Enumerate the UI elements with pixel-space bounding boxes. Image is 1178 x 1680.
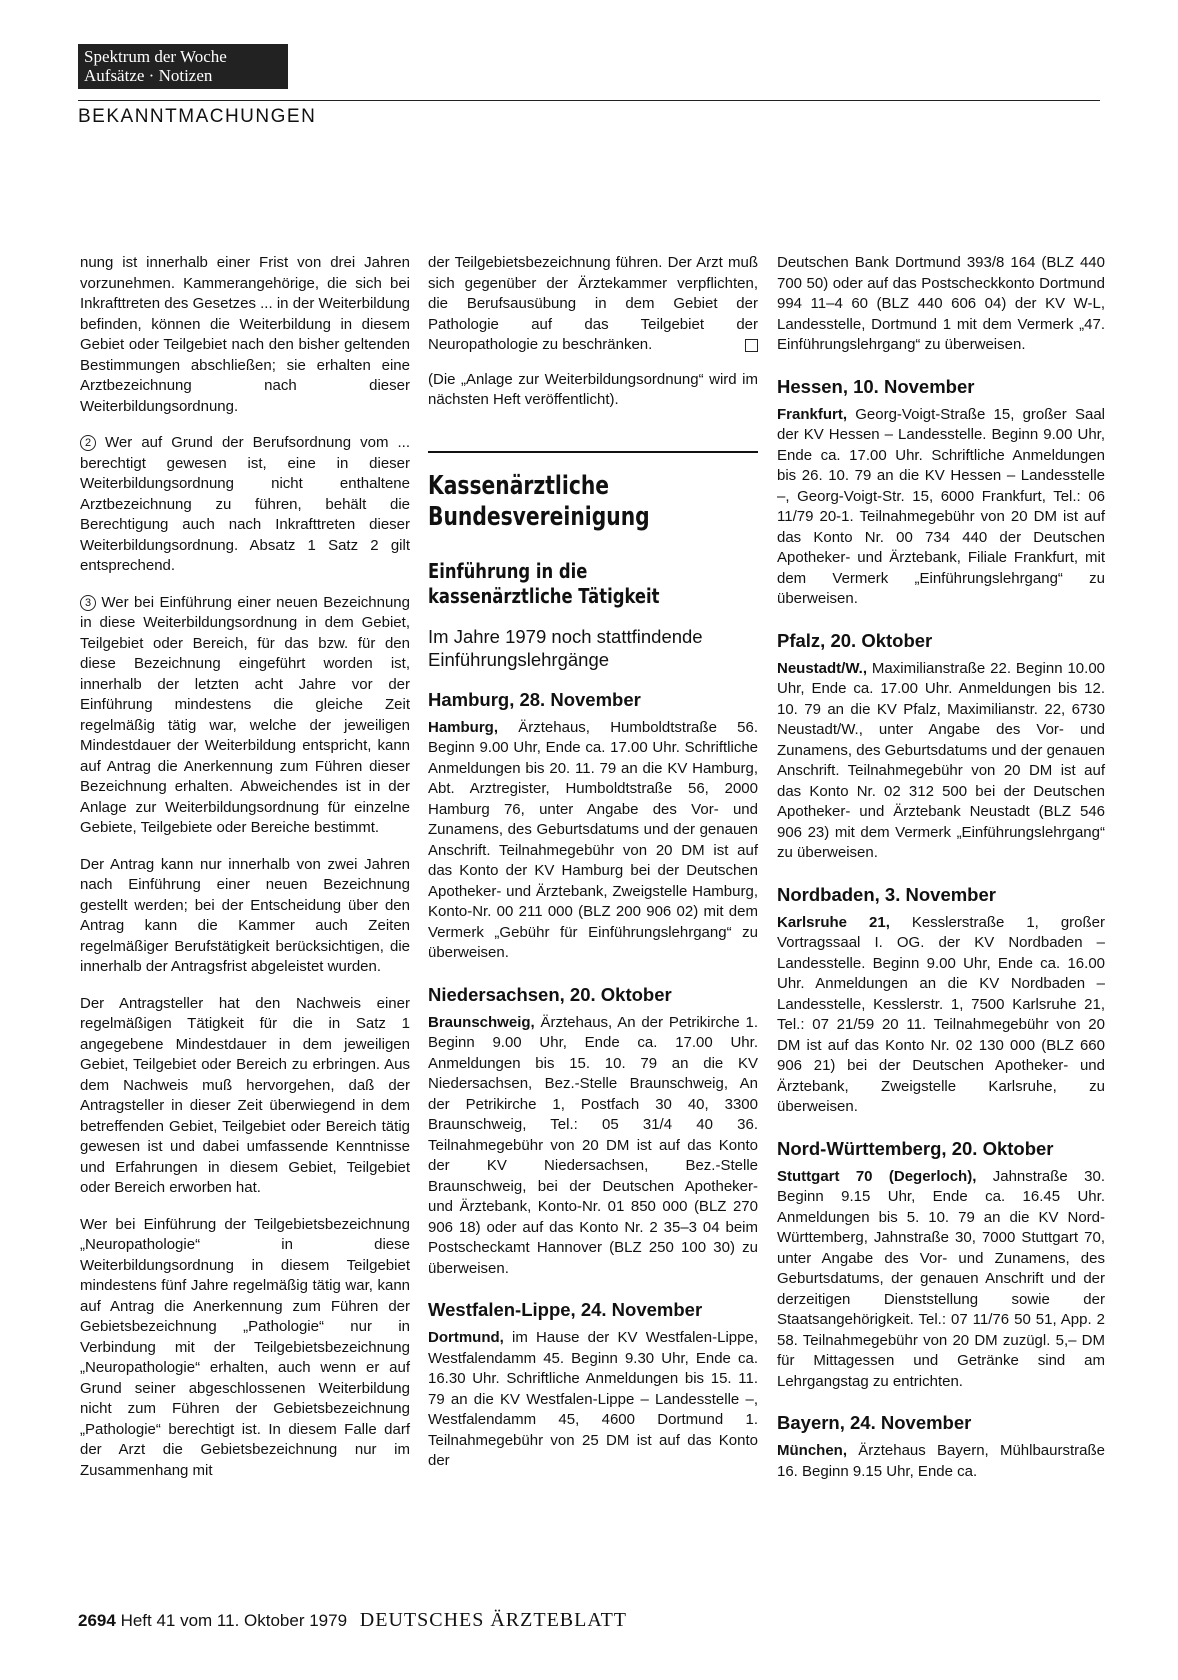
column-3 bbox=[777, 253, 1105, 1502]
paragraph-text: Wer auf Grund der Berufsordnung vom ... berechtigt gewesen ist, eine in dieser Weiterbildungsordnung nicht enthaltene Arztbezeichnung zu führen, behält die Berechtigung auch nach Inkrafttreten dieser Weiterbildungsordnung. Absatz 1 Satz 2 gilt entsprechend. bbox=[80, 434, 410, 574]
course-details: im Hause der KV Westfalen-Lippe, Westfalendamm 45. Beginn 9.30 Uhr, Ende ca. 16.30 Uhr. Schriftliche Anmeldungen bis 15. 11. 79 an die KV Westfalen-Lippe – Landesstelle –, Westfalendamm 45, 4600 Dortmund 1. Teilnahmegebühr von 25 DM ist auf das Konto der bbox=[428, 1329, 758, 1469]
paragraph-text: der Teilgebietsbezeichnung führen. Der Arzt muß sich gegenüber der Ärztekammer verpflichten, die Berufsausübung in dem Gebiet der Pathologie auf das Teilgebiet der Neuropathologie zu beschränken. bbox=[428, 254, 758, 353]
paragraph bbox=[80, 593, 410, 839]
paragraph: nung ist innerhalb einer Frist von drei Jahren vorzunehmen. Kammerangehörige, die sich bei Inkrafttreten des Gesetzes ... in der Weiterbildung befinden, können die Weiterbildung in diesem Gebiet oder Teilgebiet nach den bisher geltenden Bestimmungen abschließen; sie erhalten eine Arztbezeichnung nach dieser Weiterbildungsordnung. bbox=[80, 254, 410, 415]
header-rule bbox=[78, 100, 1100, 101]
article-subtitle-line: Einführung in die bbox=[428, 558, 588, 583]
course-entry bbox=[777, 1167, 1105, 1393]
course-city: Braunschweig, bbox=[428, 1013, 535, 1031]
paragraph bbox=[428, 253, 758, 356]
end-of-article-icon bbox=[745, 339, 758, 352]
region-heading: Bayern, 24. November bbox=[777, 1412, 972, 1433]
course-details: Jahnstraße 30. Beginn 9.15 Uhr, Ende ca. 16.45 Uhr. Anmeldungen bis 5. 10. 79 an die KV Nord-Württemberg, Jahnstraße 30, 7000 Stuttgart 70, unter Angabe des Vor- und Zunamens, des Geburtsdatums, der genauen Anschrift und der derzeitigen Dienststellung sowie der Staatsangehörigkeit. Tel.: 07 11/76 50 51, App. 2 58. Teilnahmegebühr von 20 DM zuzügl. 5,– DM für Mittagessen und Getränke sind am Lehrgangstag zu entrichten. bbox=[777, 1167, 1105, 1390]
article-title-line: Kassenärztliche bbox=[428, 470, 610, 501]
region-heading: Nordbaden, 3. November bbox=[777, 883, 996, 905]
article-rule bbox=[428, 451, 758, 453]
article-lead: Im Jahre 1979 noch stattfindende Einführungslehrgänge bbox=[428, 625, 703, 670]
article-subtitle bbox=[428, 559, 692, 609]
region-heading: Westfalen-Lippe, 24. November bbox=[428, 1299, 703, 1320]
course-details: Kesslerstraße 1, großer Vortragssaal I. OG. der KV Nordbaden – Landesstelle. Beginn 9.00 Uhr, Ende ca. 16.00 Uhr. Anmeldungen an die KV Nordbaden – Landesstelle, Kesslerstr. 1, 7500 Karlsruhe 21, Tel.: 07 21/59 20 11. Teilnahmegebühr von 20 DM ist auf das Konto Nr. 02 130 000 (BLZ 660 906 21) bei der Deutschen Apotheker- und Ärztebank, Zweigstelle Karlsruhe, zu überweisen. bbox=[777, 913, 1106, 1115]
course-city: Neustadt/W., bbox=[777, 659, 868, 677]
paragraph bbox=[80, 433, 410, 577]
badge-line-1: Spektrum der Woche bbox=[84, 47, 227, 66]
paragraph-number: 2 bbox=[80, 435, 96, 451]
course-city: Stuttgart 70 (Degerloch), bbox=[777, 1167, 977, 1185]
paragraph: Der Antrag kann nur innerhalb von zwei Jahren nach Einführung einer neuen Bezeichnung gestellt werden; bei der Entscheidung über den Antrag kann die Kammer auch Zeiten regelmäßiger Berufstätigkeit berücksichtigen, die innerhalb der Antragsfrist abgeleistet wurden. bbox=[80, 855, 410, 975]
course-entry bbox=[777, 1441, 1105, 1482]
course-entry bbox=[777, 913, 1105, 1118]
region-heading: Hamburg, 28. November bbox=[428, 688, 641, 710]
column-1 bbox=[80, 253, 410, 1497]
region-heading: Hessen, 10. November bbox=[777, 375, 975, 397]
paragraph: Wer bei Einführung der Teilgebietsbezeichnung „Neuropathologie“ in diese Weiterbildungsordnung in diesem Teilgebiet mindestens fünf Jahre regelmäßig tätig war, kann auf Antrag die Anerkennung zum Führen der Gebietsbezeichnung „Pathologie“ nur in Verbindung mit der Teilgebietsbezeichnung „Neuropathologie“ erhalten, auch wenn er auf Grund seiner abgeschlossenen Weiterbildung nicht zum Führen der Gebietsbezeichnung „Pathologie“ berechtigt ist. In diesem Falle darf der Arzt die Gebietsbezeichnung nur im Zusammenhang mit bbox=[80, 1215, 410, 1479]
column-2 bbox=[428, 253, 758, 1492]
course-entry bbox=[428, 1013, 758, 1280]
article-title bbox=[428, 471, 685, 533]
magazine-name: DEUTSCHES ÄRZTEBLATT bbox=[359, 1609, 627, 1631]
paragraph: Deutschen Bank Dortmund 393/8 164 (BLZ 440 700 50) oder auf das Postscheckkonto Dortmund 994 11–4 60 (BLZ 440 606 04) der KV W-L, Landesstelle, Dortmund 1 mit dem Vermerk „47. Einführungslehrgang“ zu überweisen. bbox=[777, 254, 1105, 353]
page-footer bbox=[78, 1609, 627, 1632]
paragraph-text: Wer bei Einführung einer neuen Bezeichnung in diese Weiterbildungsordnung in dem Gebiet, Teilgebiet oder Bereich, für das bzw. für den diese Bezeichnung eingeführt worden ist, innerhalb der letzten acht Jahre vor der Einführung mindestens die gleiche Zeit regelmäßig tätig war, welche der jeweiligen Mindestdauer der Weiterbildung entspricht, kann auf Antrag die Anerkennung zum Führen dieser Bezeichnung erhalten. Abweichendes ist in der Anlage zur Weiterbildungsordnung für einzelne Gebiete, Teilgebiete oder Bereiche bestimmt. bbox=[80, 593, 410, 836]
section-badge bbox=[78, 44, 288, 89]
course-details: Georg-Voigt-Straße 15, großer Saal der KV Hessen – Landesstelle. Beginn 9.00 Uhr, Ende ca. 17.00 Uhr. Schriftliche Anmeldungen bis 26. 10. 79 an die KV Hessen – Landesstelle –, Georg-Voigt-Str. 15, 6000 Frankfurt, Tel.: 06 11/79 20-1. Teilnahmegebühr von 20 DM ist auf das Konto Nr. 00 734 440 der Deutschen Apotheker- und Ärztebank, Filiale Frankfurt, mit dem Vermerk „Einführungslehrgang“ zu überweisen. bbox=[777, 405, 1105, 607]
paragraph: Der Antragsteller hat den Nachweis einer regelmäßigen Tätigkeit für die in Satz 1 angegebene Mindestdauer in dem jeweiligen Gebiet, Teilgebiet oder Bereich zu erbringen. Aus dem Nachweis muß hervorgehen, daß der Antragsteller in dieser Zeit überwiegend in dem betreffenden Gebiet, Teilgebiet oder Bereich tätig gewesen ist und dabei umfassende Kenntnisse und Erfahrungen in diesem Gebiet, Teilgebiet oder Bereich erworben hat. bbox=[80, 994, 410, 1196]
section-label: BEKANNTMACHUNGEN bbox=[78, 106, 317, 127]
course-entry bbox=[777, 405, 1105, 610]
course-entry bbox=[777, 659, 1105, 864]
region-heading: Pfalz, 20. Oktober bbox=[777, 629, 933, 651]
article-title-line: Bundesvereinigung bbox=[428, 501, 650, 532]
article-subtitle-line: kassenärztliche Tätigkeit bbox=[428, 583, 660, 608]
badge-line-2: Aufsätze · Notizen bbox=[84, 66, 213, 85]
course-details: Ärztehaus, Humboldtstraße 56. Beginn 9.00 Uhr, Ende ca. 17.00 Uhr. Schriftliche Anmeldungen bis 20. 11. 79 an die KV Hamburg, Abt. Arztregister, Humboldtstraße 56, 2000 Hamburg 76, unter Angabe des Vor- und Zunamens, des Geburtsdatums und der genauen Anschrift. Teilnahmegebühr von 20 DM ist auf das Konto der KV Hamburg bei der Deutschen Apotheker- und Ärztebank, Zweigstelle Hamburg, Konto-Nr. 00 211 000 (BLZ 200 906 02) mit dem Vermerk „Gebühr für Einführungslehrgang“ zu überweisen. bbox=[428, 718, 758, 961]
course-city: Karlsruhe 21, bbox=[777, 913, 890, 931]
course-city: Dortmund, bbox=[428, 1329, 504, 1346]
region-heading: Niedersachsen, 20. Oktober bbox=[428, 983, 672, 1005]
course-details: Maximilianstraße 22. Beginn 10.00 Uhr, Ende ca. 17.00 Uhr. Anmeldungen bis 12. 10. 79 an die KV Pfalz, Maximilianstr. 22, 6730 Neustadt/W., unter Angabe des Vor- und Zunamens, des Geburtsdatums und der genauen Anschrift. Teilnahmegebühr von 20 DM ist auf das Konto Nr. 02 312 500 bei der Deutschen Apotheker- und Ärztebank Neustadt (BLZ 546 906 23) mit dem Vermerk „Einführungslehrgang“ zu überweisen. bbox=[777, 659, 1105, 861]
course-entry bbox=[428, 718, 758, 964]
page-number: 2694 bbox=[78, 1611, 116, 1630]
paragraph: (Die „Anlage zur Weiterbildungsordnung“ wird im nächsten Heft veröffentlicht). bbox=[428, 370, 758, 408]
course-city: Hamburg, bbox=[428, 718, 499, 736]
course-details: Ärztehaus, An der Petrikirche 1. Beginn 9.00 Uhr, Ende ca. 17.00 Uhr. Anmeldungen bis 15. 10. 79 an die KV Niedersachsen, Bez.-Stelle Braunschweig, An der Petrikirche 1, Postfach 30 40, 3300 Braunschweig, Tel.: 05 31/4 40 36. Teilnahmegebühr von 20 DM ist auf das Konto der KV Niedersachsen, Bez.-Stelle Braunschweig, bei der Deutschen Apotheker- und Ärztebank, Konto-Nr. 01 850 000 (BLZ 270 906 18) oder auf das Konto Nr. 2 35–3 04 beim Postscheckamt Hannover (BLZ 250 100 30) zu überweisen. bbox=[428, 1013, 758, 1277]
course-entry bbox=[428, 1328, 758, 1472]
paragraph-number: 3 bbox=[80, 595, 96, 611]
course-details: Ärztehaus Bayern, Mühlbaurstraße 16. Beginn 9.15 Uhr, Ende ca. bbox=[777, 1442, 1105, 1480]
region-heading: Nord-Württemberg, 20. Oktober bbox=[777, 1137, 1054, 1159]
course-city: München, bbox=[777, 1442, 847, 1459]
course-city: Frankfurt, bbox=[777, 405, 848, 423]
issue-info: Heft 41 vom 11. Oktober 1979 bbox=[120, 1611, 348, 1630]
